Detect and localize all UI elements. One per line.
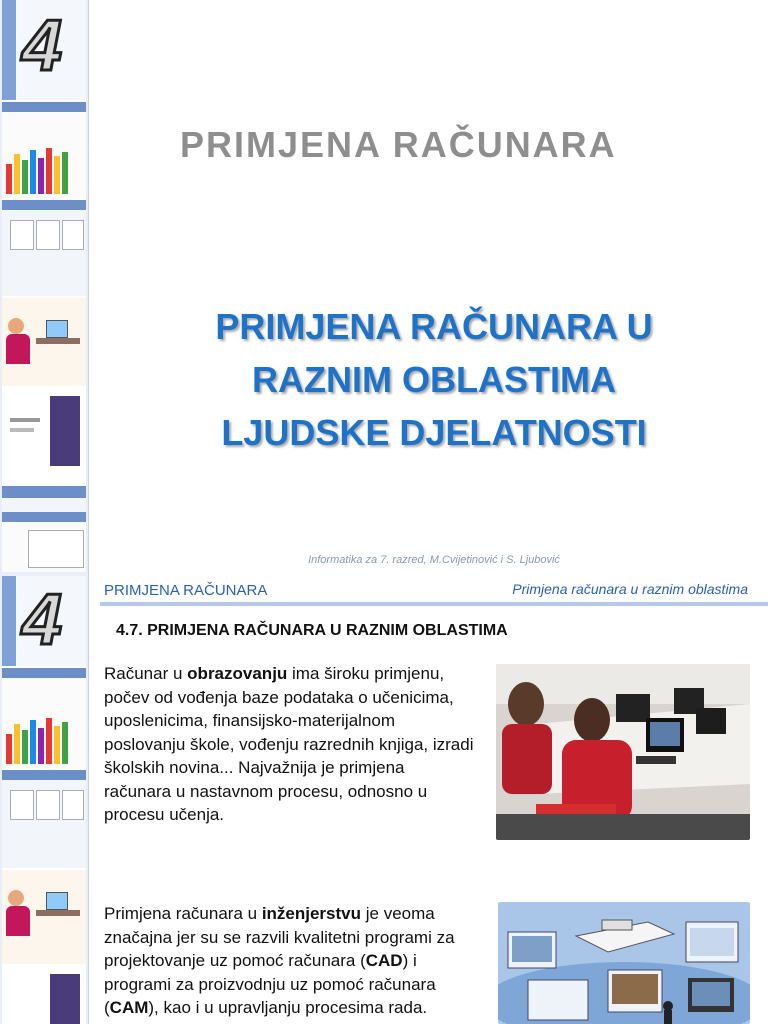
thumbnail-strip-gap: [0, 512, 89, 576]
keyword-cad: CAD: [365, 951, 403, 970]
subtitle-line: LJUDSKE DJELATNOSTI: [221, 412, 647, 453]
engineering-paragraph: [104, 902, 464, 1020]
keyword-education: obrazovanju: [187, 664, 288, 683]
chapter-number: 4: [22, 580, 63, 660]
header-subtitle: Primjena računara u raznim oblastima: [512, 581, 748, 597]
keyword-engineering: inženjerstvu: [261, 904, 362, 923]
classroom-photo-image: [496, 664, 750, 840]
document-thumb: [2, 770, 86, 870]
education-paragraph: [104, 662, 474, 827]
chart-thumb: [2, 102, 86, 200]
header-divider: [100, 602, 768, 606]
window-thumb: [2, 486, 86, 512]
text-run: ima široku primjenu, počev od vođenja baze podataka o učenicima, uposlenicima, finansijsko-materijalnom poslovanju škole, vođenju razrednih knjiga, izradi školskih novina... Najvažnija je primjena računara u nastavnom procesu, odnosno u procesu učenja.: [104, 664, 474, 824]
text-run: Primjena računara u: [104, 904, 262, 923]
book-thumb: [2, 966, 86, 1024]
slide-subtitle: [100, 300, 768, 459]
chapter-thumb: [2, 576, 86, 668]
document-thumb: [2, 200, 86, 298]
chapter-thumb: [2, 0, 86, 102]
text-run: ), kao i u upravljanju procesima rada.: [148, 998, 428, 1017]
slide-footer: Informatika za 7. razred, M.Cvijetinović i S. Ljubović: [308, 554, 560, 566]
book-thumb: [2, 388, 86, 486]
thumbnail-strip: [0, 0, 89, 512]
subtitle-line: PRIMJENA RAČUNARA U: [215, 306, 653, 347]
chart-thumb: [2, 668, 86, 770]
keyword-cam: CAM: [109, 998, 149, 1017]
chapter-number: 4: [22, 6, 63, 86]
cad-collage-image: [498, 902, 750, 1024]
text-run: je veoma značajna jer su se razvili kvalitetni programi za projektovanje uz pomoć računara (: [104, 904, 455, 970]
slide-title: PRIMJENA RAČUNARA: [180, 124, 617, 165]
content-slide: [0, 576, 768, 1024]
section-title: 4.7. PRIMJENA RAČUNARA U RAZNIM OBLASTIMA: [116, 622, 508, 639]
illustration-thumb: [2, 298, 86, 388]
subtitle-line: RAZNIM OBLASTIMA: [252, 359, 616, 400]
text-run: ) i programi za proizvodnju uz pomoć računara (: [104, 951, 436, 1017]
thumbnail-strip: [0, 576, 89, 1024]
classroom-photo: [496, 664, 750, 840]
header-title: PRIMJENA RAČUNARA: [104, 582, 268, 599]
text-run: Računar u: [104, 664, 188, 683]
cad-collage-graphic: [498, 902, 750, 1024]
illustration-thumb: [2, 870, 86, 966]
